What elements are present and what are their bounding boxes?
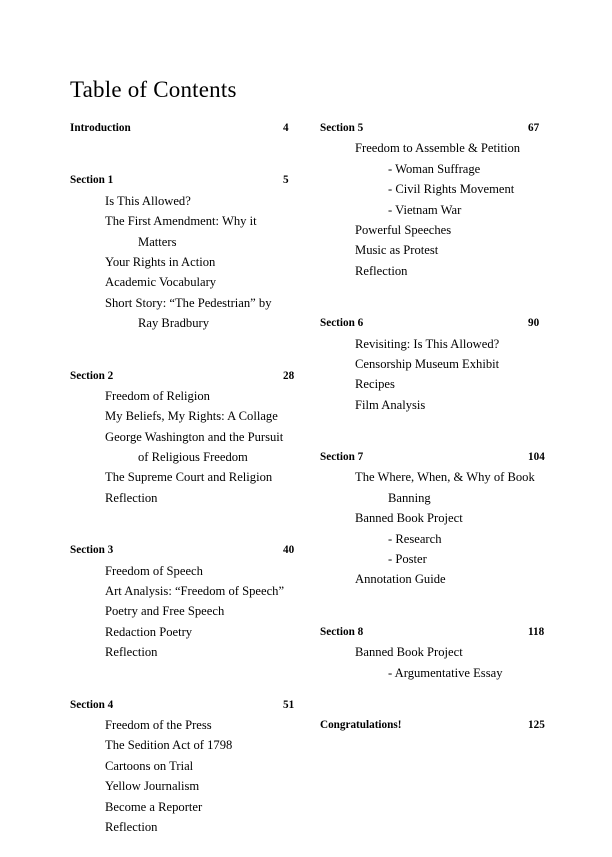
toc-section-section-8	[320, 622, 545, 703]
toc-entry[interactable]: My Beliefs, My Rights: A Collage	[105, 409, 278, 424]
toc-entry[interactable]: Reflection	[355, 263, 408, 278]
toc-page-number: 40	[283, 544, 295, 557]
toc-entry[interactable]: George Washington and the Pursuit	[105, 429, 284, 444]
toc-entry[interactable]: Academic Vocabulary	[105, 275, 217, 290]
toc-entry[interactable]: Freedom of Speech	[105, 563, 203, 578]
toc-entry[interactable]: Banned Book Project	[355, 645, 463, 660]
toc-entry[interactable]: Freedom of Religion	[105, 388, 210, 403]
toc-page-number: 118	[528, 625, 545, 638]
toc-entry[interactable]: - Civil Rights Movement	[388, 182, 515, 197]
toc-entry[interactable]: Freedom to Assemble & Petition	[355, 141, 521, 156]
toc-section-title: Introduction	[70, 122, 131, 134]
toc-section-title: Section 3	[70, 544, 114, 557]
section-spacer	[70, 837, 298, 857]
toc-section-header[interactable]	[320, 118, 542, 138]
toc-section-section-2	[70, 366, 298, 529]
toc-page-number: 28	[283, 369, 295, 382]
toc-section-section-3	[70, 540, 298, 682]
toc-entry[interactable]: Yellow Journalism	[105, 779, 200, 794]
toc-section-header[interactable]	[70, 170, 298, 190]
toc-entry[interactable]: Ray Bradbury	[138, 316, 209, 331]
section-spacer	[70, 508, 298, 528]
toc-entry[interactable]: Music as Protest	[355, 243, 439, 258]
toc-section-title: Section 6	[320, 317, 364, 330]
toc-entry[interactable]: The Sedition Act of 1798	[105, 738, 233, 753]
section-spacer	[70, 334, 298, 354]
toc-entry[interactable]: Banned Book Project	[355, 511, 463, 526]
toc-entry[interactable]: Reflection	[105, 490, 158, 505]
toc-section-header[interactable]	[70, 118, 298, 138]
toc-entry[interactable]: - Woman Suffrage	[388, 161, 481, 176]
toc-section-introduction	[70, 118, 298, 158]
toc-section-title: Section 4	[70, 698, 114, 711]
toc-entry[interactable]: Revisiting: Is This Allowed?	[355, 336, 500, 351]
toc-section-title: Section 7	[320, 451, 364, 464]
toc-section-title: Section 5	[320, 122, 364, 134]
toc-entry[interactable]: Art Analysis: “Freedom of Speech”	[105, 584, 285, 599]
toc-entry[interactable]: - Argumentative Essay	[388, 665, 503, 680]
toc-section-title: Section 1	[70, 174, 114, 187]
toc-page-number: 5	[283, 174, 289, 187]
toc-section-header[interactable]	[70, 366, 298, 386]
toc-page-number: 90	[528, 317, 540, 330]
toc-section-header[interactable]	[320, 715, 545, 735]
toc-entry[interactable]: Powerful Speeches	[355, 222, 452, 237]
toc-left-column	[70, 118, 298, 857]
toc-page-number: 4	[283, 122, 289, 134]
toc-entry[interactable]: The First Amendment: Why it	[105, 214, 257, 229]
toc-entry[interactable]: Is This Allowed?	[105, 193, 191, 208]
toc-entry[interactable]: - Research	[388, 531, 442, 546]
toc-entry[interactable]: - Poster	[388, 552, 427, 567]
toc-entry[interactable]: of Religious Freedom	[138, 450, 248, 465]
section-spacer	[320, 281, 542, 301]
toc-section-section-4	[70, 695, 298, 857]
toc-section-title: Section 2	[70, 369, 114, 382]
toc-entry[interactable]: Freedom of the Press	[105, 717, 212, 732]
toc-entry[interactable]: Your Rights in Action	[105, 254, 216, 269]
section-spacer	[320, 683, 542, 703]
toc-entry[interactable]: Banning	[388, 490, 431, 505]
toc-entry[interactable]: Film Analysis	[355, 397, 426, 412]
toc-section-header[interactable]	[70, 540, 298, 560]
toc-entry[interactable]: - Vietnam War	[388, 202, 462, 217]
toc-page-number: 125	[528, 718, 545, 731]
toc-entry[interactable]: Censorship Museum Exhibit	[355, 356, 500, 371]
toc-section-header[interactable]	[320, 313, 542, 333]
toc-section-section-5	[320, 118, 542, 301]
toc-section-title: Congratulations!	[320, 718, 402, 731]
toc-entry[interactable]: Matters	[138, 234, 177, 249]
section-spacer	[320, 735, 542, 755]
toc-entry[interactable]: Become a Reporter	[105, 799, 203, 814]
toc-entry[interactable]: Poetry and Free Speech	[105, 604, 225, 619]
toc-page-number: 67	[528, 122, 540, 134]
toc-entry[interactable]: Annotation Guide	[355, 572, 446, 587]
toc-section-header[interactable]	[70, 695, 298, 715]
section-spacer	[70, 663, 298, 683]
toc-entry[interactable]: Reflection	[105, 819, 158, 834]
section-spacer	[70, 138, 298, 158]
toc-entry[interactable]: Reflection	[105, 645, 158, 660]
section-spacer	[320, 415, 542, 435]
page-title: Table of Contents	[70, 77, 237, 103]
toc-entry[interactable]: Cartoons on Trial	[105, 758, 194, 773]
toc-section-title: Section 8	[320, 625, 364, 638]
toc-section-header[interactable]	[320, 447, 545, 467]
section-spacer	[320, 590, 542, 610]
toc-entry[interactable]: Redaction Poetry	[105, 624, 193, 639]
toc-section-congratulations	[320, 715, 545, 755]
toc-section-section-7	[320, 447, 545, 610]
toc-section-header[interactable]	[320, 622, 545, 642]
toc-entry[interactable]: The Where, When, & Why of Book	[355, 470, 535, 485]
toc-entry[interactable]: The Supreme Court and Religion	[105, 470, 273, 485]
toc-entry[interactable]: Recipes	[355, 377, 395, 392]
toc-section-section-6	[320, 313, 542, 435]
toc-section-section-1	[70, 170, 298, 353]
toc-right-column	[320, 118, 545, 755]
toc-page-number: 104	[528, 451, 545, 464]
toc-page-number: 51	[283, 698, 295, 711]
toc-entry[interactable]: Short Story: “The Pedestrian” by	[105, 295, 272, 310]
